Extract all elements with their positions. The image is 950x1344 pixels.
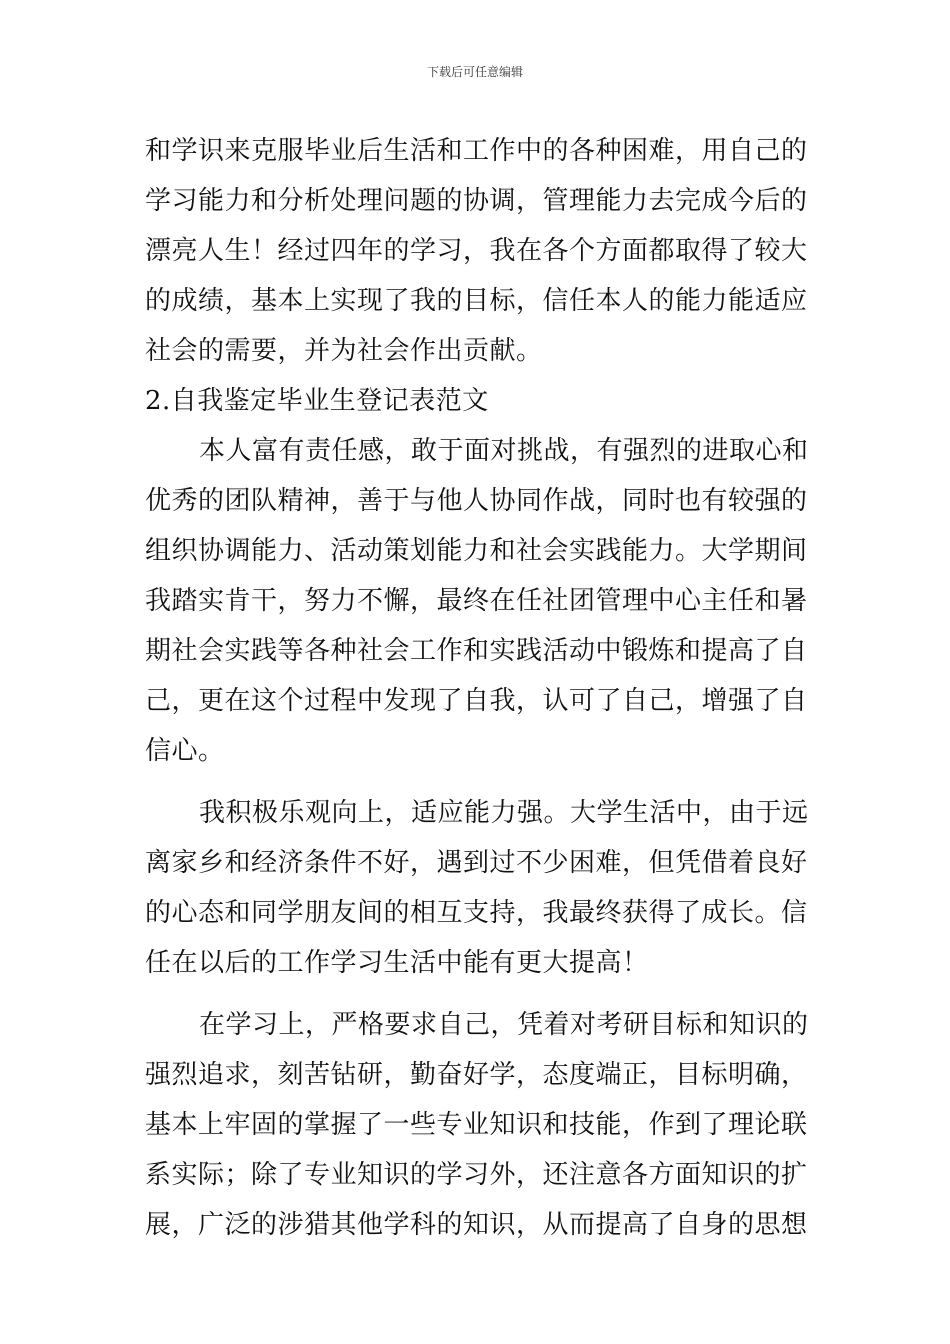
text-line: 和学识来克服毕业后生活和工作中的各种困难，用自己的 [145,136,808,166]
text-line: 期社会实践等各种社会工作和实践活动中锻炼和提高了自 [145,636,808,666]
document-body [145,126,807,1250]
text-line: 基本上牢固的掌握了一些专业知识和技能，作到了理论联 [145,1110,808,1140]
text-line: 漂亮人生！经过四年的学习，我在各个方面都取得了较大 [145,236,808,266]
text-line: 社会的需要，并为社会作出贡献。 [145,336,543,366]
text-line: 组织协调能力、活动策划能力和社会实践能力。大学期间 [145,536,808,566]
text-line: 的心态和同学朋友间的相互支持，我最终获得了成长。信 [145,898,808,928]
text-line: 本人富有责任感，敢于面对挑战，有强烈的进取心和 [199,436,809,466]
text-line: 强烈追求，刻苦钻研，勤奋好学，态度端正，目标明确， [145,1060,808,1090]
text-line: 系实际；除了专业知识的学习外，还注意各方面知识的扩 [145,1160,808,1190]
section-heading [145,376,807,426]
text-line: 己，更在这个过程中发现了自我，认可了自己，增强了自 [145,686,808,716]
text-line: 我积极乐观向上，适应能力强。大学生活中，由于远 [199,798,809,828]
paragraph [145,126,807,376]
text-line: 离家乡和经济条件不好，遇到过不少困难，但凭借着良好 [145,848,808,878]
page-header: 下载后可任意编辑 [426,65,523,79]
text-line: 信心。 [145,736,225,766]
heading-text: 2.自我鉴定毕业生登记表范文 [145,386,489,416]
text-line: 学习能力和分析处理问题的协调，管理能力去完成今后的 [145,186,808,216]
text-line: 的成绩，基本上实现了我的目标，信任本人的能力能适应 [145,286,808,316]
text-line: 我踏实肯干，努力不懈，最终在任社团管理中心主任和暑 [145,586,808,616]
paragraph [145,426,807,776]
text-line: 任在以后的工作学习生活中能有更大提高！ [145,948,649,978]
text-line: 优秀的团队精神，善于与他人协同作战，同时也有较强的 [145,486,808,516]
paragraph [145,1000,807,1250]
text-line: 在学习上，严格要求自己，凭着对考研目标和知识的 [199,1010,809,1040]
text-line: 展，广泛的涉猎其他学科的知识，从而提高了自身的思想 [145,1210,808,1240]
paragraph [145,788,807,988]
